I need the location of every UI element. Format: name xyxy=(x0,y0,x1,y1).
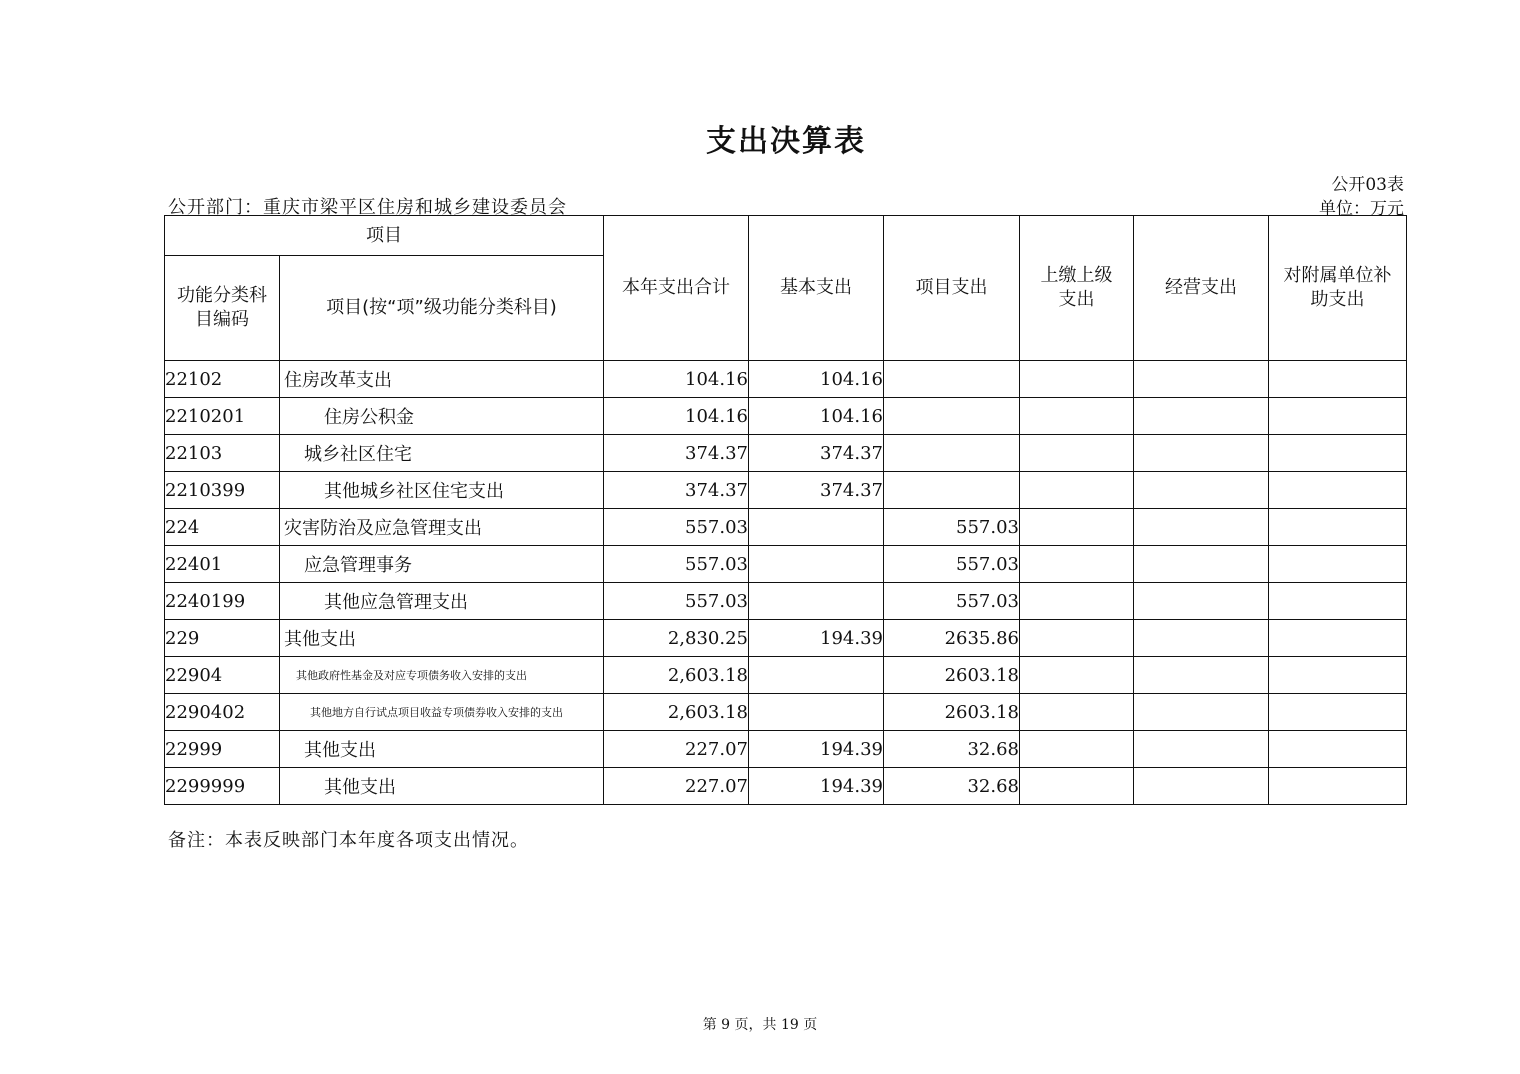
row-code: 22103 xyxy=(165,435,280,472)
row-name: 应急管理事务 xyxy=(280,546,604,583)
table-row xyxy=(165,694,1407,731)
row-business xyxy=(1134,546,1269,583)
header-group-item: 项目 xyxy=(165,216,604,256)
row-business xyxy=(1134,398,1269,435)
row-basic: 194.39 xyxy=(749,731,884,768)
row-business xyxy=(1134,583,1269,620)
row-subsidy xyxy=(1269,509,1407,546)
header-subsidy: 对附属单位补助支出 xyxy=(1269,216,1407,361)
row-business xyxy=(1134,731,1269,768)
row-code: 2290402 xyxy=(165,694,280,731)
row-project xyxy=(884,472,1020,509)
row-name: 其他支出 xyxy=(280,620,604,657)
row-upper xyxy=(1020,472,1134,509)
row-project: 2635.86 xyxy=(884,620,1020,657)
table-row xyxy=(165,583,1407,620)
remark-note: 备注：本表反映部门本年度各项支出情况。 xyxy=(168,830,529,851)
row-code: 22401 xyxy=(165,546,280,583)
row-business xyxy=(1134,361,1269,398)
row-basic: 104.16 xyxy=(749,398,884,435)
row-subsidy xyxy=(1269,361,1407,398)
row-total: 2,603.18 xyxy=(604,694,749,731)
row-code: 22102 xyxy=(165,361,280,398)
row-business xyxy=(1134,694,1269,731)
row-basic: 104.16 xyxy=(749,361,884,398)
row-upper xyxy=(1020,583,1134,620)
page-number: 第 9 页，共 19 页 xyxy=(702,1017,818,1033)
unit-label: 单位：万元 xyxy=(1319,199,1404,219)
row-upper xyxy=(1020,694,1134,731)
row-project: 557.03 xyxy=(884,509,1020,546)
row-upper xyxy=(1020,768,1134,805)
row-basic xyxy=(749,657,884,694)
row-total: 557.03 xyxy=(604,546,749,583)
row-total: 104.16 xyxy=(604,361,749,398)
row-upper xyxy=(1020,509,1134,546)
expenditure-table xyxy=(164,215,1407,805)
row-business xyxy=(1134,472,1269,509)
row-project: 32.68 xyxy=(884,731,1020,768)
row-name: 其他支出 xyxy=(280,731,604,768)
row-subsidy xyxy=(1269,435,1407,472)
table-row xyxy=(165,620,1407,657)
row-name: 住房公积金 xyxy=(280,398,604,435)
row-subsidy xyxy=(1269,472,1407,509)
table-row xyxy=(165,398,1407,435)
header-basic: 基本支出 xyxy=(749,216,884,361)
row-basic: 374.37 xyxy=(749,435,884,472)
row-subsidy xyxy=(1269,768,1407,805)
page-title: 支出决算表 xyxy=(706,124,866,159)
row-business xyxy=(1134,435,1269,472)
row-project xyxy=(884,361,1020,398)
row-project: 2603.18 xyxy=(884,694,1020,731)
row-basic: 374.37 xyxy=(749,472,884,509)
row-upper xyxy=(1020,546,1134,583)
row-code: 2299999 xyxy=(165,768,280,805)
row-code: 2210399 xyxy=(165,472,280,509)
row-total: 374.37 xyxy=(604,435,749,472)
row-subsidy xyxy=(1269,546,1407,583)
table-row xyxy=(165,435,1407,472)
row-business xyxy=(1134,657,1269,694)
row-upper xyxy=(1020,731,1134,768)
row-basic xyxy=(749,694,884,731)
row-project: 557.03 xyxy=(884,583,1020,620)
row-business xyxy=(1134,768,1269,805)
header-upper: 上缴上级支出 xyxy=(1020,216,1134,361)
row-name: 城乡社区住宅 xyxy=(280,435,604,472)
row-project: 2603.18 xyxy=(884,657,1020,694)
row-upper xyxy=(1020,435,1134,472)
row-name: 住房改革支出 xyxy=(280,361,604,398)
row-upper xyxy=(1020,361,1134,398)
row-upper xyxy=(1020,398,1134,435)
row-code: 224 xyxy=(165,509,280,546)
row-total: 227.07 xyxy=(604,768,749,805)
row-code: 22904 xyxy=(165,657,280,694)
row-code: 229 xyxy=(165,620,280,657)
row-project xyxy=(884,398,1020,435)
table-row xyxy=(165,731,1407,768)
row-basic xyxy=(749,546,884,583)
row-total: 557.03 xyxy=(604,509,749,546)
row-subsidy xyxy=(1269,694,1407,731)
table-row xyxy=(165,509,1407,546)
row-name: 其他城乡社区住宅支出 xyxy=(280,472,604,509)
table-row xyxy=(165,472,1407,509)
row-project xyxy=(884,435,1020,472)
row-upper xyxy=(1020,657,1134,694)
row-name: 其他地方自行试点项目收益专项债券收入安排的支出 xyxy=(280,694,604,731)
row-subsidy xyxy=(1269,731,1407,768)
row-name: 其他支出 xyxy=(280,768,604,805)
row-project: 557.03 xyxy=(884,546,1020,583)
table-row xyxy=(165,546,1407,583)
row-subsidy xyxy=(1269,583,1407,620)
table-row xyxy=(165,768,1407,805)
table-row xyxy=(165,657,1407,694)
row-project: 32.68 xyxy=(884,768,1020,805)
row-total: 2,830.25 xyxy=(604,620,749,657)
row-total: 227.07 xyxy=(604,731,749,768)
row-name: 其他应急管理支出 xyxy=(280,583,604,620)
row-total: 2,603.18 xyxy=(604,657,749,694)
table-row xyxy=(165,361,1407,398)
header-project: 项目支出 xyxy=(884,216,1020,361)
row-name: 灾害防治及应急管理支出 xyxy=(280,509,604,546)
row-total: 557.03 xyxy=(604,583,749,620)
row-business xyxy=(1134,620,1269,657)
header-total: 本年支出合计 xyxy=(604,216,749,361)
row-name: 其他政府性基金及对应专项债务收入安排的支出 xyxy=(280,657,604,694)
form-number: 公开03表 xyxy=(1331,175,1404,195)
header-business: 经营支出 xyxy=(1134,216,1269,361)
row-basic: 194.39 xyxy=(749,620,884,657)
row-subsidy xyxy=(1269,657,1407,694)
row-basic xyxy=(749,583,884,620)
row-total: 374.37 xyxy=(604,472,749,509)
header-code: 功能分类科目编码 xyxy=(165,256,280,361)
header-name: 项目(按“项”级功能分类科目) xyxy=(280,256,604,361)
row-subsidy xyxy=(1269,398,1407,435)
department-label: 公开部门：重庆市梁平区住房和城乡建设委员会 xyxy=(168,197,567,218)
row-upper xyxy=(1020,620,1134,657)
row-business xyxy=(1134,509,1269,546)
row-subsidy xyxy=(1269,620,1407,657)
row-code: 2240199 xyxy=(165,583,280,620)
row-basic xyxy=(749,509,884,546)
row-code: 2210201 xyxy=(165,398,280,435)
row-code: 22999 xyxy=(165,731,280,768)
row-total: 104.16 xyxy=(604,398,749,435)
row-basic: 194.39 xyxy=(749,768,884,805)
